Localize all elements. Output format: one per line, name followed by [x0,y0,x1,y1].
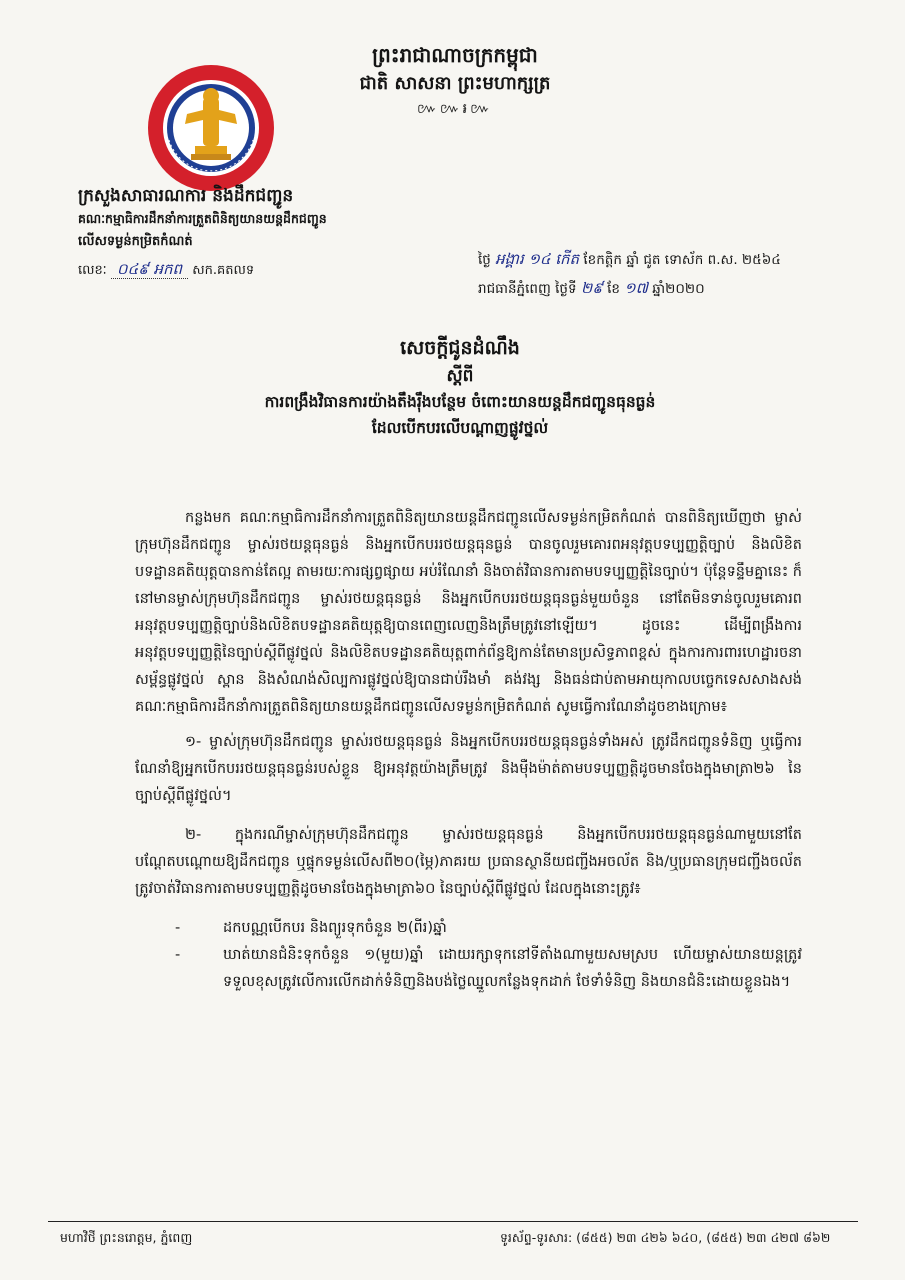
list-item-text: ដកបណ្ណបើកបរ និងព្យួរទុកចំនួន ២(ពីរ)ឆ្នាំ [223,920,447,936]
lunar-date-prefix: ថ្ងៃ [478,252,491,268]
bullet-dash: - [175,920,181,936]
list-item [175,915,802,942]
lunar-date-handwritten: អង្គារ ១៤ កើត [495,250,580,268]
reference-suffix: សក.គតលទ [192,263,255,278]
committee-name: គណៈកម្មាធិការដឹកនាំការត្រួតពិនិត្យយានយន្តដឹកជញ្ជូន [78,211,327,226]
committee-name-line2: លើសទម្ងន់កម្រិតកំណត់ [78,234,193,249]
item-2-paragraph: ២- ក្នុងករណីម្ចាស់ក្រុមហ៊ុនដឹកជញ្ជូន ម្ចាស់រថយន្តធុនធ្ងន់ និងអ្នកបើកបររថយន្តធុនធ្ងន់ណាមួយនៅតែបណ្តែតបណ្តោយឱ្យដឹកជញ្ជូន ឬផ្ទុកទម្ងន់លើសពី២០(ម្ភៃ)ភាគរយ ប្រធានស្ថានីយជញ្ជីងអចល័ត និង/ឬប្រធានក្រុមជញ្ជីងចល័តត្រូវចាត់វិធានការតាមបទប្បញ្ញត្តិដូចមានចែងក្នុងមាត្រា៦០ នៃច្បាប់ស្តីពីផ្លូវថ្នល់ ដែលក្នុងនោះត្រូវ៖ [135,827,802,897]
reference-label: លេខៈ [78,263,107,278]
lunar-date-rest: ខែកត្តិក ឆ្នាំ ជូត ទោស័ក ព.ស. ២៥៦៤ [583,252,781,268]
item-1-paragraph: ១- ម្ចាស់ក្រុមហ៊ុនដឹកជញ្ជូន ម្ចាស់រថយន្តធុនធ្ងន់ និងអ្នកបើកបររថយន្តធុនធ្ងន់ទាំងអស់ ត្រូវដឹកជញ្ជូនទំនិញ ឬធ្វើការណែនាំឱ្យអ្នកបើកបររថយន្តធុនធ្ងន់របស់ខ្លួន ឱ្យអនុវត្តយ៉ាងត្រឹមត្រូវ និងម៉ឺងម៉ាត់តាមបទប្បញ្ញត្តិដូចមានចែងក្នុងមាត្រា២៦ នៃច្បាប់ស្តីពីផ្លូវថ្នល់។ [135,734,802,804]
solar-date-month: ១៧ [624,279,648,297]
lunar-date-line [478,245,818,274]
ministry-logo-icon [145,62,277,194]
footer-divider [48,1221,858,1222]
national-motto: ជាតិ សាសនា ព្រះមហាក្សត្រ [359,73,551,94]
title-block [150,333,770,441]
document-subject-line2: ដែលបើកបរលើបណ្តាញផ្លូវថ្នល់ [371,419,549,437]
document-title: សេចក្តីជូនដំណឹង [400,337,520,359]
document-about: ស្តីពី [446,366,474,386]
footer-phone: ទូរស័ព្ទ-ទូរសារ: (៨៥៥) ២៣ ៤២៦ ៦៤០, (៨៥៥) ២៣ ៤២៧ ៨៦២ [500,1230,831,1245]
solar-date-prefix: រាជធានីភ្នំពេញ ថ្ងៃទី [478,281,577,297]
solar-date-year: ឆ្នាំ២០២០ [652,281,705,297]
kingdom-header [330,40,580,120]
list-item-text: ឃាត់យានជំនិះទុកចំនួន ១(មួយ)ឆ្នាំ ដោយរក្សាទុកនៅទីតាំងណាមួយសមស្រប ហើយម្ចាស់យានយន្តត្រូវទទួលខុសត្រូវលើការលើកដាក់ទំនិញនិងបង់ថ្លៃឈ្នួលកន្លែងទុកដាក់ ថែទាំទំនិញ និងយានជំនិះដោយខ្លួនឯង។ [223,947,802,990]
solar-date-day: ២៩ [580,279,603,297]
penalty-list [135,915,802,996]
intro-paragraph: កន្លងមក គណៈកម្មាធិការដឹកនាំការត្រួតពិនិត្យយានយន្តដឹកជញ្ជូនលើសទម្ងន់កម្រិតកំណត់ បានពិនិត្យឃើញថា ម្ចាស់ក្រុមហ៊ុនដឹកជញ្ជូន ម្ចាស់រថយន្តធុនធ្ងន់ និងអ្នកបើកបររថយន្តធុនធ្ងន់ បានចូលរួមគោរពអនុវត្តបទប្បញ្ញត្តិច្បាប់ និងលិខិតបទដ្ឋានគតិយុត្តបានកាន់តែល្អ តាមរយៈការផ្សព្វផ្សាយ អប់រំណែនាំ និងចាត់វិធានការតាមបទប្បញ្ញត្តិនៃច្បាប់។ ប៉ុន្តែទន្ទឹមគ្នានេះ ក៏នៅមានម្ចាស់ក្រុមហ៊ុនដឹកជញ្ជូន ម្ចាស់រថយន្តធុនធ្ងន់ និងអ្នកបើកបររថយន្តធុនធ្ងន់មួយចំនួន នៅតែមិនទាន់ចូលរួមគោរពអនុវត្តបទប្បញ្ញត្តិច្បាប់និងលិខិតបទដ្ឋានគតិយុត្តឱ្យបានពេញលេញនិងត្រឹមត្រូវនៅឡើយ។ ដូចនេះ ដើម្បីពង្រឹងការអនុវត្តបទប្បញ្ញត្តិនៃច្បាប់ស្តីពីផ្លូវថ្នល់ និងលិខិតបទដ្ឋានគតិយុត្តពាក់ព័ន្ធឱ្យកាន់តែមានប្រសិទ្ធភាពខ្ពស់ ក្នុងការការពារហេដ្ឋារចនាសម្ព័ន្ធផ្លូវថ្នល់ ស្ពាន និងសំណង់សិល្បការផ្លូវថ្នល់ឱ្យបានជាប់រឹងមាំ គង់វង្ស និងធន់ជាប់តាមអាយុកាលបច្ចេកទេសសាងសង់ គណៈកម្មាធិការដឹកនាំការត្រួតពិនិត្យយានយន្តដឹកជញ្ជូនលើសទម្ងន់កម្រិតកំណត់ សូមធ្វើការណែនាំដូចខាងក្រោម៖ [135,510,803,715]
header-ornament: ៚៚៛៚ [417,101,493,117]
bullet-dash: - [175,947,181,963]
ministry-name: ក្រសួងសាធារណការ និងដឹកជញ្ជូន [78,186,294,206]
kingdom-name: ព្រះរាជាណាចក្រកម្ពុជា [372,43,538,67]
solar-date-month-label: ខែ [607,281,620,297]
date-block [478,245,818,303]
document-body [135,505,802,996]
list-item [175,942,802,996]
document-subject-line1: ការពង្រឹងវិធានការយ៉ាងតឹងរ៉ឹងបន្ថែម ចំពោះយានយន្តដឹកជញ្ជូនធុនធ្ងន់ [264,393,656,411]
reference-number: ០៤៩ អកព [111,260,188,279]
solar-date-line [478,274,818,303]
reference-line [78,255,458,285]
ministry-block [78,183,458,285]
footer-address: មហាវិថី ព្រះនរោត្តម, ភ្នំពេញ [60,1230,193,1245]
